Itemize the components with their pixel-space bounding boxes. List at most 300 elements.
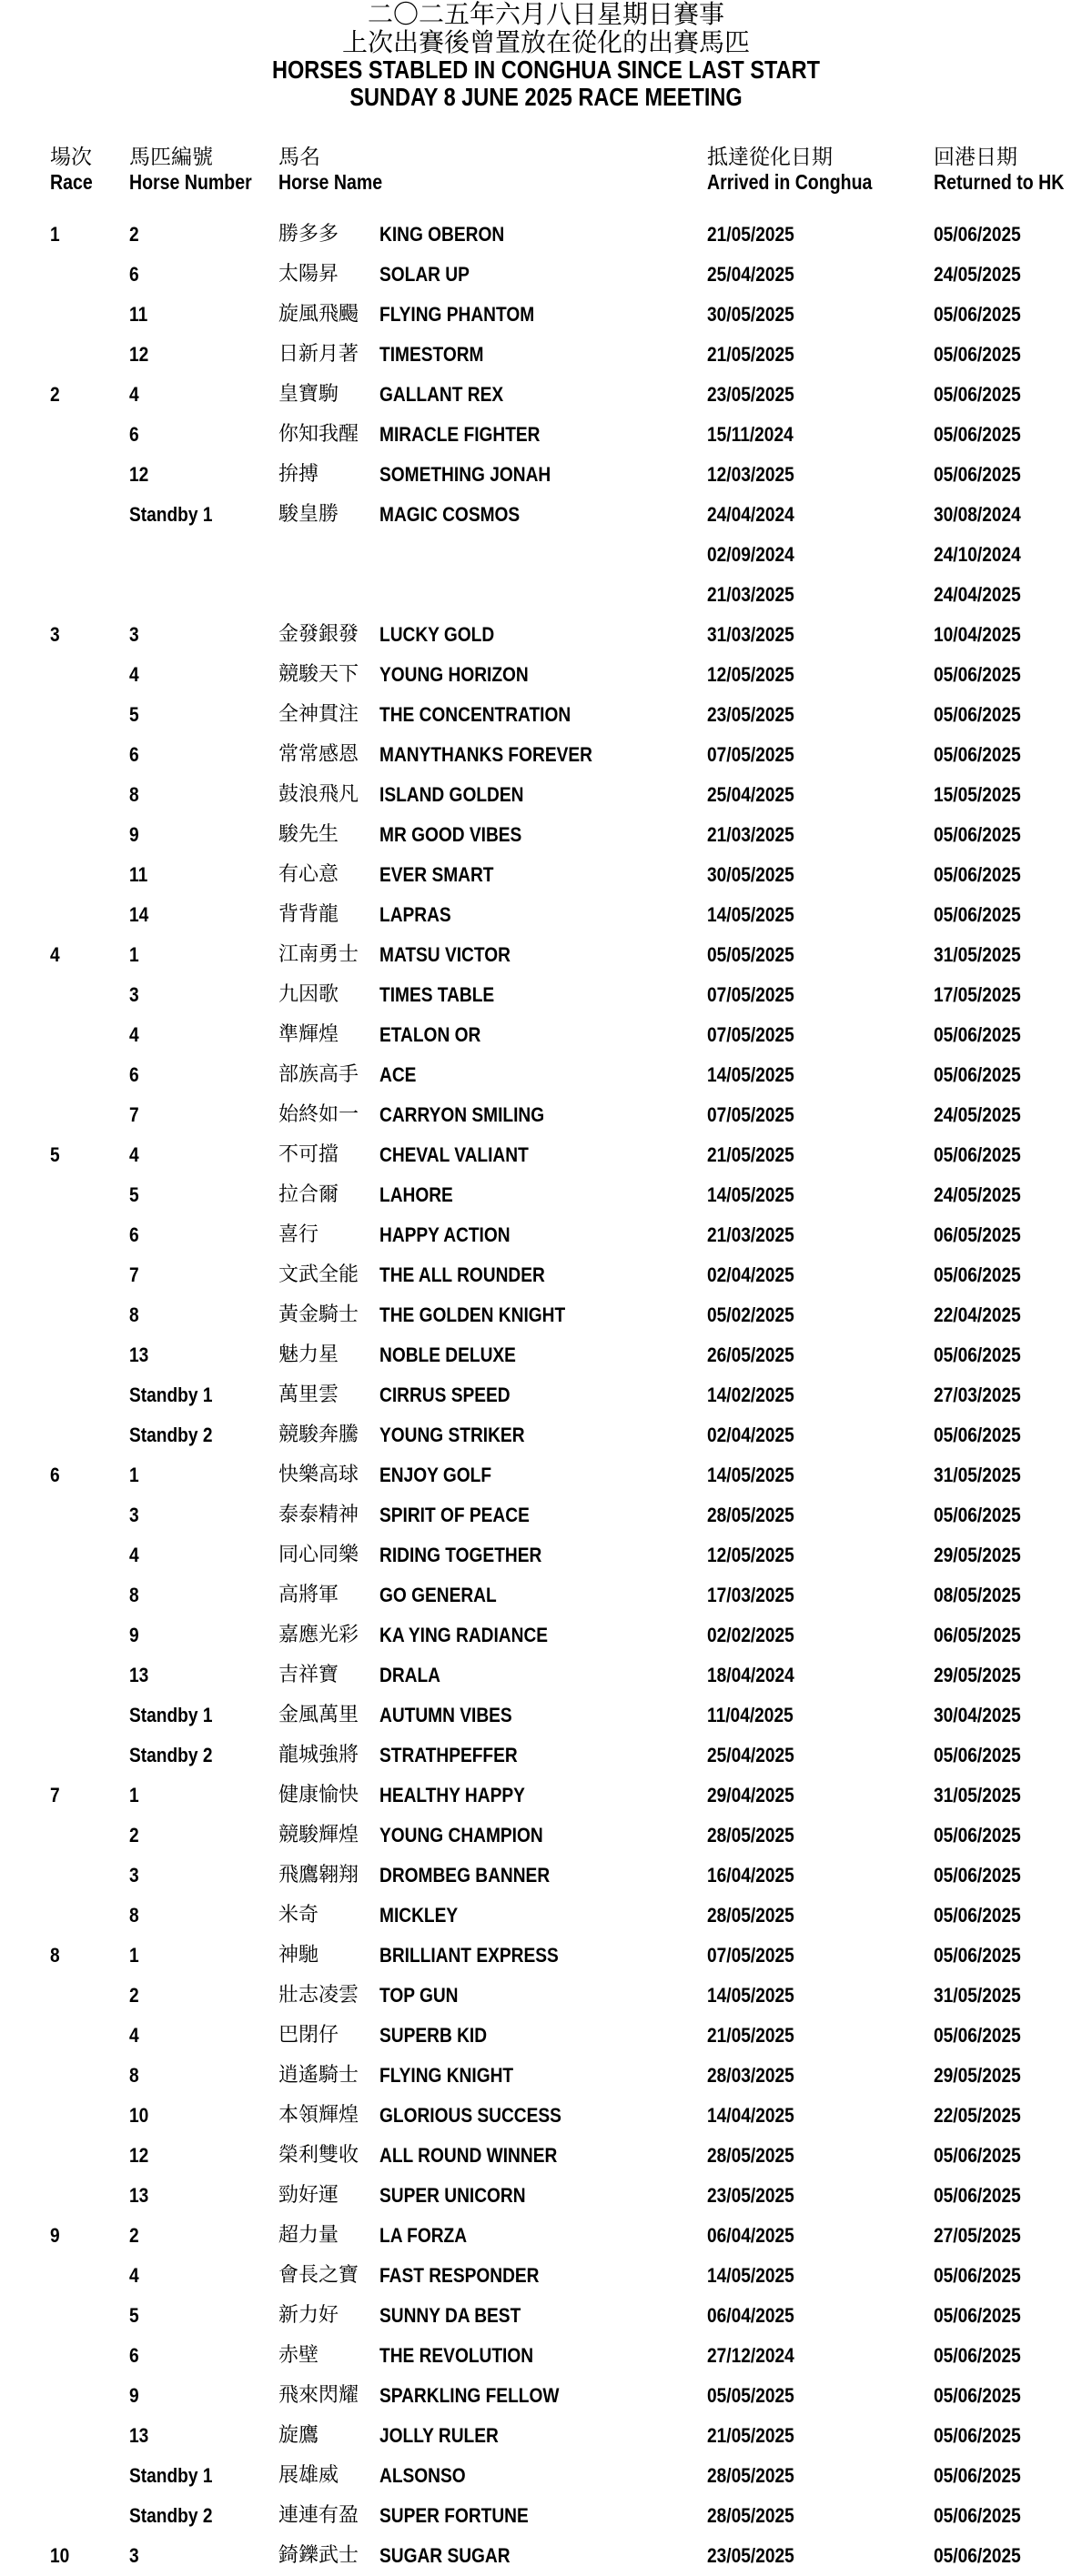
horse-name-zh-cell: 不可擋 [278,1143,339,1166]
column-header-horse-name [278,146,400,195]
horse-name-zh-cell: 魅力星 [278,1343,339,1366]
returned-date-cell: 24/05/2025 [934,1103,1021,1126]
race-cell: 1 [50,223,60,246]
horse-name-zh-cell: 赤壁 [278,2344,319,2367]
horse-table [0,215,1092,2576]
horse-name-en-cell: THE GOLDEN KNIGHT [379,1303,566,1326]
table-row [0,1255,1092,1295]
table-row [0,655,1092,695]
arrived-date-cell: 06/04/2025 [707,2304,794,2327]
arrived-date-cell: 21/05/2025 [707,223,794,246]
horse-name-zh-cell: 連連有盈 [278,2504,359,2527]
returned-date-cell: 27/05/2025 [934,2224,1021,2247]
horse-name-zh-cell: 萬里雲 [278,1384,339,1406]
table-row [0,1095,1092,1135]
arrived-date-cell: 05/02/2025 [707,1303,794,1326]
horse-number-cell: 6 [129,743,139,766]
arrived-date-cell: 12/05/2025 [707,1544,794,1566]
column-header-arrived-en: Arrived in Conghua [707,170,873,194]
table-row [0,2496,1092,2536]
horse-name-zh-cell: 勝多多 [278,223,339,246]
column-header-returned [934,146,1087,195]
horse-number-cell: 3 [129,2544,139,2567]
horse-number-cell: Standby 1 [129,2464,213,2487]
returned-date-cell: 05/06/2025 [934,2184,1021,2207]
arrived-date-cell: 02/09/2024 [707,543,794,566]
table-row [0,1816,1092,1856]
horse-name-en-cell: CIRRUS SPEED [379,1384,511,1406]
horse-name-zh-cell: 駿先生 [278,823,339,846]
table-row [0,1856,1092,1896]
horse-name-zh-cell: 壯志凌雲 [278,1984,359,2007]
arrived-date-cell: 28/05/2025 [707,2504,794,2527]
returned-date-cell: 05/06/2025 [934,423,1021,446]
returned-date-cell: 29/05/2025 [934,2064,1021,2087]
returned-date-cell: 05/06/2025 [934,1143,1021,1166]
table-row [0,775,1092,815]
horse-name-en-cell: JOLLY RULER [379,2424,499,2447]
returned-date-cell: 05/06/2025 [934,863,1021,886]
horse-number-cell: 5 [129,1183,139,1206]
returned-date-cell: 05/06/2025 [934,823,1021,846]
horse-number-cell: 8 [129,1584,139,1606]
returned-date-cell: 05/06/2025 [934,2144,1021,2167]
horse-name-en-cell: ACE [379,1063,417,1086]
horse-number-cell: 4 [129,663,139,686]
horse-name-en-cell: ISLAND GOLDEN [379,783,524,806]
horse-name-zh-cell: 部族高手 [278,1063,359,1086]
horse-name-en-cell: SOMETHING JONAH [379,463,551,486]
arrived-date-cell: 07/05/2025 [707,983,794,1006]
arrived-date-cell: 14/05/2025 [707,2264,794,2287]
title-english-line-1: HORSES STABLED IN CONGHUA SINCE LAST START [272,55,820,84]
returned-date-cell: 05/06/2025 [934,1824,1021,1846]
horse-name-en-cell: MR GOOD VIBES [379,823,522,846]
horse-number-cell: 2 [129,1984,139,2007]
arrived-date-cell: 25/04/2025 [707,783,794,806]
table-row [0,2216,1092,2256]
returned-date-cell: 22/04/2025 [934,1303,1021,1326]
column-header-horse-number-en: Horse Number [129,170,252,194]
horse-number-cell: 4 [129,2264,139,2287]
horse-name-en-cell: MIRACLE FIGHTER [379,423,541,446]
arrived-date-cell: 28/05/2025 [707,2464,794,2487]
arrived-date-cell: 28/05/2025 [707,1904,794,1927]
returned-date-cell: 24/05/2025 [934,263,1021,286]
table-row [0,1335,1092,1375]
returned-date-cell: 05/06/2025 [934,303,1021,326]
horse-name-zh-cell: 準輝煌 [278,1023,339,1046]
horse-number-cell: 1 [129,1784,139,1806]
horse-number-cell: 12 [129,2144,149,2167]
horse-name-en-cell: LUCKY GOLD [379,623,495,646]
horse-name-en-cell: HAPPY ACTION [379,1223,511,1246]
horse-name-zh-cell: 展雄威 [278,2464,339,2487]
arrived-date-cell: 14/05/2025 [707,903,794,926]
returned-date-cell: 05/06/2025 [934,2304,1021,2327]
horse-name-zh-cell: 競駿奔騰 [278,1424,359,1446]
returned-date-cell: 24/05/2025 [934,1183,1021,1206]
returned-date-cell: 05/06/2025 [934,703,1021,726]
horse-number-cell: 9 [129,2384,139,2407]
arrived-date-cell: 14/05/2025 [707,1984,794,2007]
table-row [0,2056,1092,2096]
returned-date-cell: 08/05/2025 [934,1584,1021,1606]
arrived-date-cell: 21/05/2025 [707,343,794,366]
horse-name-en-cell: SPIRIT OF PEACE [379,1504,530,1526]
table-row [0,1776,1092,1816]
returned-date-cell: 05/06/2025 [934,1343,1021,1366]
returned-date-cell: 05/06/2025 [934,2344,1021,2367]
table-row [0,415,1092,455]
arrived-date-cell: 07/05/2025 [707,1103,794,1126]
horse-number-cell: 5 [129,703,139,726]
horse-name-zh-cell: 會長之寶 [278,2264,359,2287]
column-header-horse-number-zh: 馬匹編號 [129,146,213,169]
table-row [0,2336,1092,2376]
column-header-race [50,146,100,195]
race-cell: 5 [50,1143,60,1166]
returned-date-cell: 05/06/2025 [934,2544,1021,2567]
horse-name-zh-cell: 拚搏 [278,463,319,486]
table-row [0,695,1092,735]
table-row [0,1535,1092,1575]
horse-name-en-cell: AUTUMN VIBES [379,1704,512,1726]
horse-name-zh-cell: 飛來閃耀 [278,2384,359,2407]
horse-name-zh-cell: 拉合爾 [278,1183,339,1206]
returned-date-cell: 05/06/2025 [934,223,1021,246]
horse-name-en-cell: YOUNG CHAMPION [379,1824,543,1846]
horse-name-zh-cell: 日新月著 [278,343,359,366]
horse-number-cell: 6 [129,2344,139,2367]
table-row [0,2176,1092,2216]
horse-number-cell: 6 [129,263,139,286]
table-row [0,1175,1092,1215]
horse-name-en-cell: ENJOY GOLF [379,1464,492,1486]
horse-name-zh-cell: 吉祥寶 [278,1664,339,1686]
horse-number-cell: 9 [129,1624,139,1646]
horse-number-cell: Standby 2 [129,1424,213,1446]
horse-number-cell: 13 [129,1343,149,1366]
table-row [0,2296,1092,2336]
horse-name-en-cell: YOUNG HORIZON [379,663,529,686]
column-header-race-zh: 場次 [50,146,92,169]
horse-number-cell: 7 [129,1103,139,1126]
horse-name-en-cell: SUPER FORTUNE [379,2504,529,2527]
horse-name-en-cell: TOP GUN [379,1984,459,2007]
horse-name-zh-cell: 神馳 [278,1944,319,1967]
arrived-date-cell: 18/04/2024 [707,1664,794,1686]
horse-number-cell: 8 [129,1303,139,1326]
horse-name-zh-cell: 金發銀發 [278,623,359,646]
horse-name-en-cell: CHEVAL VALIANT [379,1143,529,1166]
arrived-date-cell: 26/05/2025 [707,1343,794,1366]
table-row [0,215,1092,255]
document-title-block [0,0,1092,111]
horse-number-cell: 12 [129,463,149,486]
horse-name-en-cell: LAHORE [379,1183,453,1206]
horse-number-cell: 8 [129,783,139,806]
horse-name-en-cell: NOBLE DELUXE [379,1343,516,1366]
horse-name-zh-cell: 全神貫注 [278,703,359,726]
arrived-date-cell: 07/05/2025 [707,1023,794,1046]
horse-name-zh-cell: 旋鷹 [278,2424,319,2447]
returned-date-cell: 05/06/2025 [934,2384,1021,2407]
arrived-date-cell: 30/05/2025 [707,863,794,886]
table-row [0,1696,1092,1736]
horse-number-cell: 6 [129,1223,139,1246]
table-row [0,935,1092,975]
returned-date-cell: 05/06/2025 [934,663,1021,686]
table-row [0,1215,1092,1255]
horse-number-cell: 4 [129,1143,139,1166]
horse-name-zh-cell: 競駿輝煌 [278,1824,359,1846]
horse-name-zh-cell: 同心同樂 [278,1544,359,1566]
table-row [0,855,1092,895]
title-chinese-line-2: 上次出賽後曾置放在從化的出賽馬匹 [341,27,750,57]
horse-number-cell: 3 [129,623,139,646]
returned-date-cell: 15/05/2025 [934,783,1021,806]
arrived-date-cell: 28/05/2025 [707,1504,794,1526]
table-row [0,615,1092,655]
returned-date-cell: 24/10/2024 [934,543,1021,566]
horse-name-en-cell: YOUNG STRIKER [379,1424,525,1446]
horse-number-cell: Standby 1 [129,1704,213,1726]
horse-name-zh-cell: 本領輝煌 [278,2104,359,2127]
horse-number-cell: 13 [129,2424,149,2447]
table-row [0,1495,1092,1535]
race-cell: 8 [50,1944,60,1967]
table-row [0,495,1092,535]
arrived-date-cell: 28/03/2025 [707,2064,794,2087]
column-header-horse-name-en: Horse Name [278,170,383,194]
arrived-date-cell: 02/04/2025 [707,1263,794,1286]
horse-name-en-cell: GLORIOUS SUCCESS [379,2104,561,2127]
arrived-date-cell: 17/03/2025 [707,1584,794,1606]
horse-name-zh-cell: 競駿天下 [278,663,359,686]
column-header-arrived [707,146,901,195]
horse-name-en-cell: THE REVOLUTION [379,2344,534,2367]
returned-date-cell: 31/05/2025 [934,1984,1021,2007]
horse-name-zh-cell: 龍城強將 [278,1744,359,1766]
arrived-date-cell: 05/05/2025 [707,2384,794,2407]
returned-date-cell: 05/06/2025 [934,2464,1021,2487]
table-row [0,2016,1092,2056]
table-row [0,335,1092,375]
returned-date-cell: 05/06/2025 [934,743,1021,766]
arrived-date-cell: 21/05/2025 [707,2024,794,2047]
horse-name-zh-cell: 有心意 [278,863,339,886]
race-cell: 3 [50,623,60,646]
returned-date-cell: 05/06/2025 [934,1944,1021,1967]
horse-number-cell: Standby 1 [129,503,213,526]
horse-name-en-cell: LAPRAS [379,903,451,926]
race-cell: 10 [50,2544,70,2567]
table-row [0,735,1092,775]
horse-name-en-cell: KING OBERON [379,223,505,246]
horse-number-cell: 1 [129,1944,139,1967]
horse-number-cell: 2 [129,1824,139,1846]
horse-name-en-cell: RIDING TOGETHER [379,1544,542,1566]
horse-name-zh-cell: 皇寶駒 [278,383,339,406]
horse-name-en-cell: BRILLIANT EXPRESS [379,1944,559,1967]
horse-number-cell: 2 [129,2224,139,2247]
horse-name-en-cell: STRATHPEFFER [379,1744,518,1766]
horse-name-en-cell: SUGAR SUGAR [379,2544,511,2567]
table-row [0,1736,1092,1776]
horse-number-cell: 1 [129,943,139,966]
returned-date-cell: 05/06/2025 [934,1263,1021,1286]
horse-name-en-cell: FLYING PHANTOM [379,303,535,326]
horse-name-zh-cell: 旋風飛颺 [278,303,359,326]
returned-date-cell: 05/06/2025 [934,1023,1021,1046]
horse-number-cell: 3 [129,1504,139,1526]
table-row [0,2096,1092,2136]
returned-date-cell: 05/06/2025 [934,2024,1021,2047]
returned-date-cell: 05/06/2025 [934,1744,1021,1766]
table-row [0,1976,1092,2016]
arrived-date-cell: 31/03/2025 [707,623,794,646]
table-row [0,295,1092,335]
horse-number-cell: 1 [129,1464,139,1486]
returned-date-cell: 31/05/2025 [934,1784,1021,1806]
horse-name-en-cell: EVER SMART [379,863,494,886]
arrived-date-cell: 28/05/2025 [707,1824,794,1846]
horse-name-zh-cell: 常常感恩 [278,743,359,766]
horse-number-cell: 10 [129,2104,149,2127]
arrived-date-cell: 23/05/2025 [707,383,794,406]
horse-name-en-cell: TIMES TABLE [379,983,495,1006]
horse-name-zh-cell: 米奇 [278,1904,319,1927]
arrived-date-cell: 23/05/2025 [707,703,794,726]
table-row [0,1615,1092,1655]
horse-name-en-cell: GALLANT REX [379,383,504,406]
horse-name-en-cell: THE ALL ROUNDER [379,1263,545,1286]
returned-date-cell: 30/08/2024 [934,503,1021,526]
arrived-date-cell: 24/04/2024 [707,503,794,526]
returned-date-cell: 05/06/2025 [934,1063,1021,1086]
horse-number-cell: 4 [129,2024,139,2047]
horse-name-zh-cell: 榮利雙收 [278,2144,359,2167]
returned-date-cell: 29/05/2025 [934,1664,1021,1686]
arrived-date-cell: 28/05/2025 [707,2144,794,2167]
arrived-date-cell: 25/04/2025 [707,263,794,286]
returned-date-cell: 17/05/2025 [934,983,1021,1006]
table-row [0,1375,1092,1415]
race-cell: 4 [50,943,60,966]
horse-name-zh-cell: 江南勇士 [278,943,359,966]
horse-name-en-cell: MANYTHANKS FOREVER [379,743,592,766]
horse-number-cell: 5 [129,2304,139,2327]
returned-date-cell: 30/04/2025 [934,1704,1021,1726]
horse-number-cell: 13 [129,1664,149,1686]
table-row [0,2136,1092,2176]
horse-number-cell: 6 [129,423,139,446]
table-row [0,375,1092,415]
returned-date-cell: 06/05/2025 [934,1624,1021,1646]
column-header-horse-number [129,146,273,195]
horse-name-en-cell: GO GENERAL [379,1584,497,1606]
horse-name-en-cell: LA FORZA [379,2224,468,2247]
arrived-date-cell: 21/03/2025 [707,583,794,606]
arrived-date-cell: 21/05/2025 [707,2424,794,2447]
returned-date-cell: 05/06/2025 [934,2504,1021,2527]
arrived-date-cell: 23/05/2025 [707,2184,794,2207]
column-header-returned-zh: 回港日期 [934,146,1017,169]
horse-name-en-cell: DRALA [379,1664,440,1686]
returned-date-cell: 05/06/2025 [934,2424,1021,2447]
horse-number-cell: 8 [129,2064,139,2087]
returned-date-cell: 31/05/2025 [934,943,1021,966]
horse-name-zh-cell: 高將軍 [278,1584,339,1606]
horse-name-en-cell: SPARKLING FELLOW [379,2384,560,2407]
table-row [0,975,1092,1015]
horse-number-cell: 4 [129,1544,139,1566]
horse-name-en-cell: ALSONSO [379,2464,466,2487]
arrived-date-cell: 06/04/2025 [707,2224,794,2247]
horse-name-en-cell: DROMBEG BANNER [379,1864,551,1887]
returned-date-cell: 22/05/2025 [934,2104,1021,2127]
horse-name-en-cell: ALL ROUND WINNER [379,2144,558,2167]
table-row [0,2456,1092,2496]
horse-name-zh-cell: 始終如一 [278,1103,359,1126]
horse-number-cell: 6 [129,1063,139,1086]
horse-name-en-cell: TIMESTORM [379,343,484,366]
arrived-date-cell: 14/05/2025 [707,1464,794,1486]
arrived-date-cell: 29/04/2025 [707,1784,794,1806]
horse-name-en-cell: MICKLEY [379,1904,459,1927]
horse-name-zh-cell: 鼓浪飛凡 [278,783,359,806]
horse-name-zh-cell: 巴閉仔 [278,2024,339,2047]
returned-date-cell: 10/04/2025 [934,623,1021,646]
arrived-date-cell: 16/04/2025 [707,1864,794,1887]
table-row [0,1415,1092,1455]
horse-name-en-cell: ETALON OR [379,1023,481,1046]
horse-number-cell: 11 [129,863,148,886]
horse-number-cell: 3 [129,983,139,1006]
arrived-date-cell: 14/02/2025 [707,1384,794,1406]
race-cell: 9 [50,2224,60,2247]
horse-name-zh-cell: 嘉應光彩 [278,1624,359,1646]
horse-name-en-cell: FLYING KNIGHT [379,2064,514,2087]
horse-name-zh-cell: 飛鷹翱翔 [278,1864,359,1887]
arrived-date-cell: 21/03/2025 [707,1223,794,1246]
table-row [0,255,1092,295]
table-row [0,2416,1092,2456]
horse-name-zh-cell: 快樂高球 [278,1464,359,1486]
horse-name-en-cell: SUNNY DA BEST [379,2304,521,2327]
returned-date-cell: 06/05/2025 [934,1223,1021,1246]
horse-number-cell: 7 [129,1263,139,1286]
returned-date-cell: 05/06/2025 [934,1504,1021,1526]
horse-number-cell: 11 [129,303,148,326]
returned-date-cell: 05/06/2025 [934,1904,1021,1927]
returned-date-cell: 05/06/2025 [934,463,1021,486]
returned-date-cell: 05/06/2025 [934,903,1021,926]
horse-name-zh-cell: 文武全能 [278,1263,359,1286]
arrived-date-cell: 21/05/2025 [707,1143,794,1166]
arrived-date-cell: 14/05/2025 [707,1063,794,1086]
column-header-horse-name-zh: 馬名 [278,146,320,169]
horse-number-cell: Standby 1 [129,1384,213,1406]
returned-date-cell: 29/05/2025 [934,1544,1021,1566]
horse-name-en-cell: FAST RESPONDER [379,2264,540,2287]
horse-name-en-cell: SOLAR UP [379,263,470,286]
race-cell: 6 [50,1464,60,1486]
horse-name-zh-cell: 超力量 [278,2224,339,2247]
table-row [0,1655,1092,1696]
returned-date-cell: 05/06/2025 [934,383,1021,406]
